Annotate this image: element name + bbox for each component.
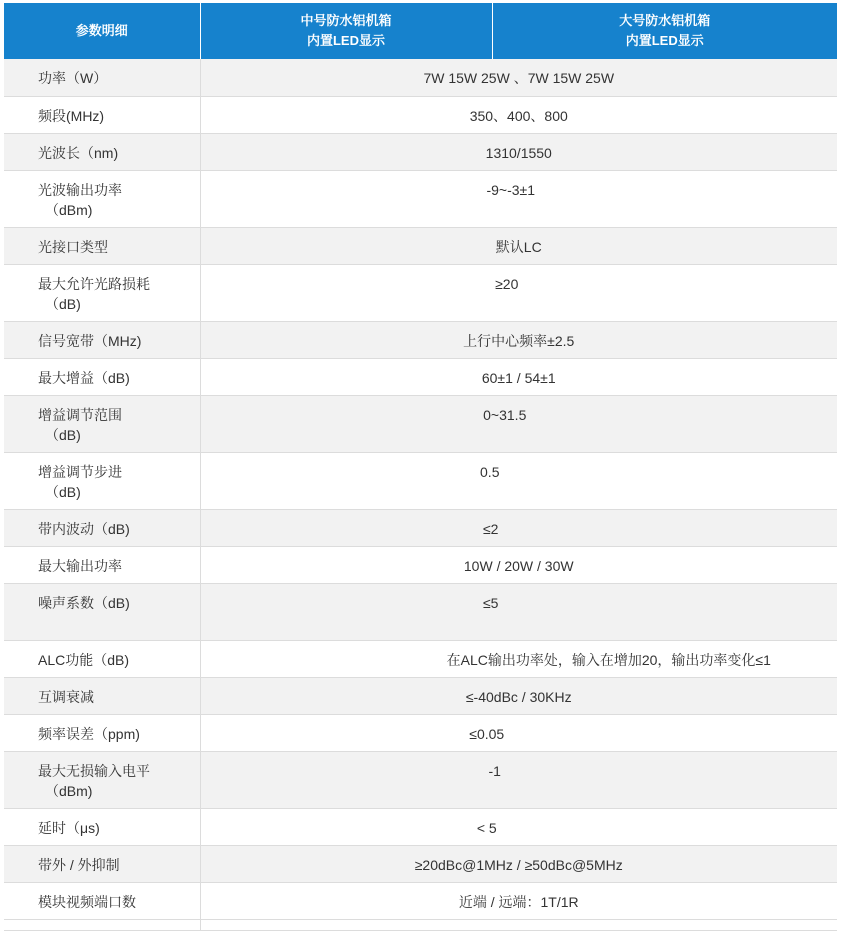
spec-value: ≥20dBc@1MHz / ≥50dBc@5MHz <box>201 855 838 875</box>
param-unit: （dB) <box>38 482 200 502</box>
param-name: 最大无损输入电平 <box>38 761 200 781</box>
value-cell <box>200 583 837 640</box>
param-name: ALC功能（dB) <box>38 650 200 670</box>
param-unit: （dB) <box>38 425 200 445</box>
spec-value: 默认LC <box>201 237 838 257</box>
param-cell <box>4 395 200 452</box>
spec-value: ≤5 <box>173 593 810 613</box>
spec-value: ≤-40dBc / 30KHz <box>201 687 838 707</box>
param-name: 噪声系数（dB) <box>38 593 200 613</box>
spec-value: -1 <box>177 761 814 781</box>
spec-value: 350、400、800 <box>201 106 838 126</box>
param-cell <box>4 358 200 395</box>
table-row <box>4 264 837 321</box>
param-cell <box>4 96 200 133</box>
param-cell <box>4 509 200 546</box>
value-cell <box>200 546 837 583</box>
param-cell <box>4 640 200 677</box>
header-medium-case <box>200 3 492 59</box>
value-cell <box>200 264 837 321</box>
value-cell <box>200 358 837 395</box>
param-cell <box>4 321 200 358</box>
param-name: 频段(MHz) <box>38 106 200 126</box>
value-cell <box>200 133 837 170</box>
param-name: 光波输出功率 <box>38 180 200 200</box>
spec-value: 近端 / 远端：1T/1R <box>201 892 838 912</box>
header-large-line1: 大号防水铝机箱 <box>493 11 838 31</box>
param-cell <box>4 264 200 321</box>
param-name: 带外 / 外抑制 <box>38 855 200 875</box>
param-name: 带内波动（dB) <box>38 519 200 539</box>
table-row <box>4 395 837 452</box>
param-name: 增益调节步进 <box>38 462 200 482</box>
spec-value: 0.5 <box>172 462 809 482</box>
spec-value: < 5 <box>169 818 806 838</box>
param-name: 最大增益（dB) <box>38 368 200 388</box>
value-cell <box>200 227 837 264</box>
header-medium-line2: 内置LED显示 <box>201 31 492 51</box>
param-name: 信号宽带（MHz) <box>38 331 200 351</box>
table-row <box>4 358 837 395</box>
param-unit: （dB) <box>38 294 200 314</box>
param-name: 功率（W） <box>38 68 200 88</box>
param-name: 延时（μs) <box>38 818 200 838</box>
table-row <box>4 714 837 751</box>
param-cell <box>4 227 200 264</box>
table-row <box>4 677 837 714</box>
value-cell <box>200 808 837 845</box>
value-cell <box>200 452 837 509</box>
param-name: 模块视频端口数 <box>38 892 200 912</box>
value-cell <box>200 96 837 133</box>
value-cell <box>200 677 837 714</box>
param-cell <box>4 59 200 96</box>
spec-value: 60±1 / 54±1 <box>201 368 838 388</box>
value-cell <box>200 509 837 546</box>
table-row <box>4 170 837 227</box>
spec-value: -9~-3±1 <box>193 180 830 200</box>
table-row <box>4 509 837 546</box>
spec-value: ≥20 <box>189 274 826 294</box>
spec-rows <box>4 59 837 930</box>
header-param <box>4 3 200 59</box>
spec-value: 上行中心频率±2.5 <box>201 331 838 351</box>
param-cell <box>4 882 200 919</box>
param-unit: （dBm) <box>38 200 200 220</box>
value-cell <box>200 714 837 751</box>
param-cell <box>4 845 200 882</box>
spec-value: ≤2 <box>173 519 810 539</box>
table-row <box>4 227 837 264</box>
table-row <box>4 59 837 96</box>
table-row <box>4 808 837 845</box>
table-row <box>4 133 837 170</box>
table-row <box>4 583 837 640</box>
table-row <box>4 751 837 808</box>
value-cell <box>200 751 837 808</box>
param-name: 光波长（nm) <box>38 143 200 163</box>
spec-value: 10W / 20W / 30W <box>201 556 838 576</box>
spec-value: 0~31.5 <box>187 405 824 425</box>
param-name: 频率误差（ppm) <box>38 724 200 744</box>
param-cell <box>4 751 200 808</box>
param-cell <box>4 546 200 583</box>
header-medium-line1: 中号防水铝机箱 <box>201 11 492 31</box>
table-row <box>4 882 837 919</box>
value-cell <box>200 882 837 919</box>
param-unit: （dBm) <box>38 781 200 801</box>
param-cell <box>4 133 200 170</box>
param-name: 互调衰减 <box>38 687 200 707</box>
value-cell <box>200 170 837 227</box>
table-row <box>4 452 837 509</box>
header-large-case <box>492 3 837 59</box>
table-row <box>4 640 837 677</box>
header-row <box>4 3 837 59</box>
spec-value: 1310/1550 <box>201 143 838 163</box>
spec-table <box>4 3 837 931</box>
param-cell <box>4 170 200 227</box>
param-name: 最大允许光路损耗 <box>38 274 200 294</box>
spec-value: 7W 15W 25W 、7W 15W 25W <box>201 68 838 88</box>
header-param-label: 参数明细 <box>4 21 200 41</box>
table-row <box>4 845 837 882</box>
table-row <box>4 546 837 583</box>
param-name: 光接口类型 <box>38 237 200 257</box>
table-row <box>4 96 837 133</box>
header-large-line2: 内置LED显示 <box>493 31 838 51</box>
value-cell <box>200 845 837 882</box>
param-cell <box>4 583 200 640</box>
param-name: 增益调节范围 <box>38 405 200 425</box>
value-cell <box>200 395 837 452</box>
param-name: 最大输出功率 <box>38 556 200 576</box>
value-cell <box>200 59 837 96</box>
spec-value: 在ALC输出功率处，输入在增加20，输出功率变化≤1 <box>291 650 845 670</box>
value-cell <box>200 321 837 358</box>
value-cell <box>200 640 837 677</box>
param-cell <box>4 677 200 714</box>
table-row <box>4 321 837 358</box>
spec-value: ≤0.05 <box>169 724 806 744</box>
